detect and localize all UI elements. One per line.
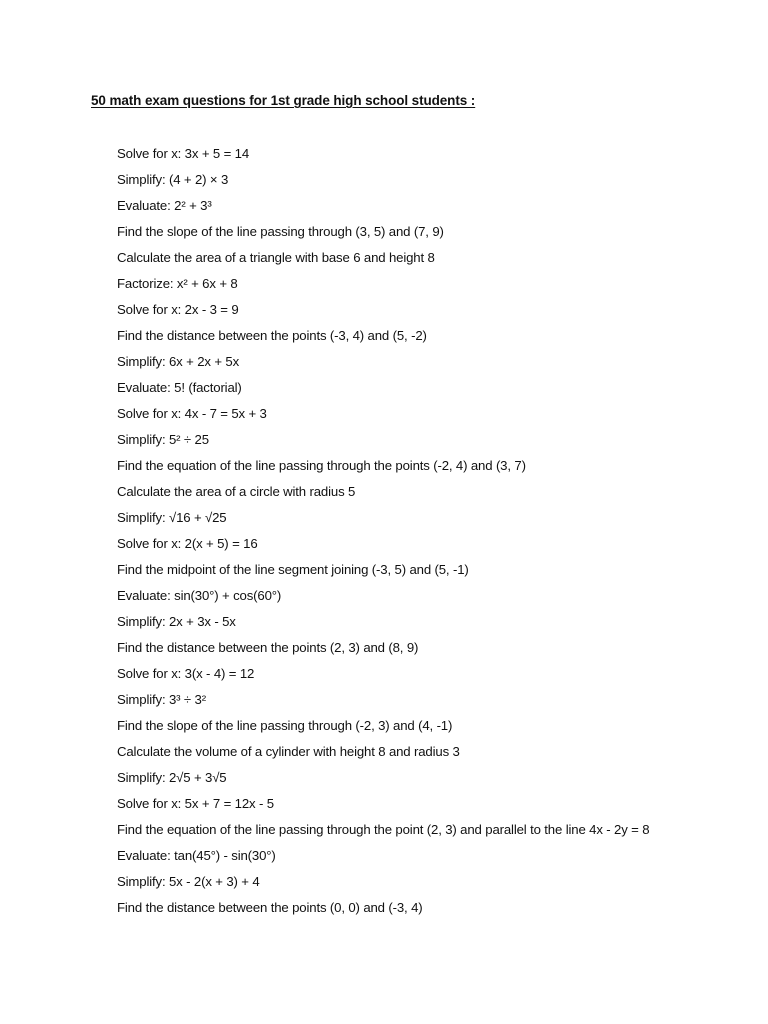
question-text: Solve for x: 2(x + 5) = 16 — [117, 536, 258, 551]
question-text: Simplify: 5² ÷ 25 — [117, 432, 209, 447]
question-text: Evaluate: sin(30°) + cos(60°) — [117, 588, 282, 603]
question-text: Calculate the area of a circle with radius 5 — [117, 484, 356, 499]
question-text: Simplify: 2√5 + 3√5 — [117, 770, 227, 785]
question-text: Solve for x: 4x - 7 = 5x + 3 — [117, 406, 267, 421]
question-text: Simplify: √16 + √25 — [117, 510, 227, 525]
question-text: Find the slope of the line passing through (3, 5) and (7, 9) — [117, 224, 444, 239]
question-text: Evaluate: tan(45°) - sin(30°) — [117, 848, 276, 863]
question-text: Simplify: 5x - 2(x + 3) + 4 — [117, 874, 260, 889]
question-text: Simplify: 3³ ÷ 3² — [117, 692, 206, 707]
question-text: Find the midpoint of the line segment joining (-3, 5) and (5, -1) — [117, 562, 469, 577]
question-text: Find the equation of the line passing through the points (-2, 4) and (3, 7) — [117, 458, 526, 473]
question-text: Solve for x: 5x + 7 = 12x - 5 — [117, 796, 274, 811]
question-text: Simplify: 2x + 3x - 5x — [117, 614, 236, 629]
question-text: Solve for x: 2x - 3 = 9 — [117, 302, 239, 317]
question-text: Factorize: x² + 6x + 8 — [117, 276, 238, 291]
question-text: Calculate the volume of a cylinder with height 8 and radius 3 — [117, 744, 460, 759]
question-text: Simplify: (4 + 2) × 3 — [117, 172, 229, 187]
question-text: Find the distance between the points (2, 3) and (8, 9) — [117, 640, 419, 655]
question-text: Find the equation of the line passing through the point (2, 3) and parallel to the line 4x - 2y = 8 — [117, 822, 650, 837]
question-text: Simplify: 6x + 2x + 5x — [117, 354, 240, 369]
document-title: 50 math exam questions for 1st grade high school students : — [91, 93, 476, 108]
question-text: Solve for x: 3x + 5 = 14 — [117, 146, 250, 161]
question-text: Calculate the area of a triangle with base 6 and height 8 — [117, 250, 435, 265]
question-text: Find the distance between the points (-3, 4) and (5, -2) — [117, 328, 427, 343]
question-text: Solve for x: 3(x - 4) = 12 — [117, 666, 255, 681]
question-text: Find the slope of the line passing through (-2, 3) and (4, -1) — [117, 718, 453, 733]
question-text: Find the distance between the points (0, 0) and (-3, 4) — [117, 900, 423, 915]
question-text: Evaluate: 5! (factorial) — [117, 380, 242, 395]
question-text: Evaluate: 2² + 3³ — [117, 198, 212, 213]
